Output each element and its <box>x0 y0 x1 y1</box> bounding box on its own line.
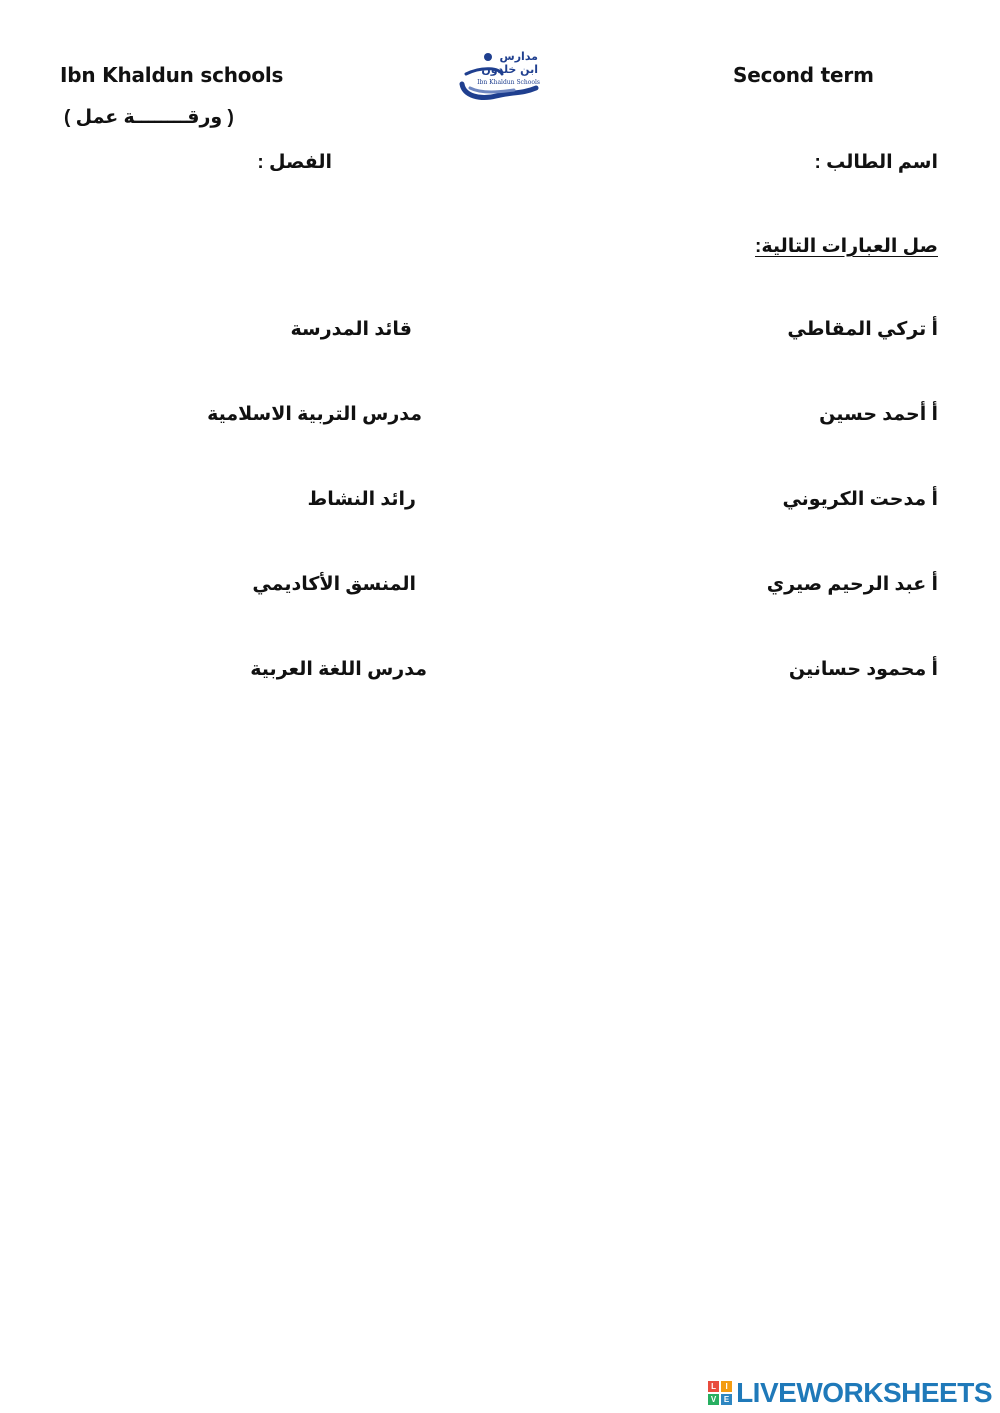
term-label: Second term <box>733 63 874 87</box>
worksheet-label: ( ورقــــــــة عمل ) <box>64 107 234 128</box>
teacher-name[interactable]: أ أحمد حسين <box>819 404 938 425</box>
svg-text:Ibn Khaldun Schools: Ibn Khaldun Schools <box>477 79 540 86</box>
teacher-name[interactable]: أ مدحت الكريوني <box>782 489 938 510</box>
liveworksheets-brand[interactable] <box>708 1376 992 1410</box>
liveworksheets-wordmark: LIVEWORKSHEETS <box>736 1377 992 1408</box>
svg-text:ابن خلدون: ابن خلدون <box>481 63 538 76</box>
school-logo <box>452 44 544 106</box>
matching-row <box>0 488 1000 518</box>
liveworksheets-logo-icon: L I V E <box>708 1381 732 1405</box>
teacher-role[interactable]: المنسق الأكاديمي <box>252 574 416 595</box>
school-name-en: Ibn Khaldun schools <box>60 63 284 87</box>
matching-row <box>0 318 1000 348</box>
matching-row <box>0 573 1000 603</box>
teacher-role[interactable]: مدرس اللغة العربية <box>250 659 427 680</box>
instruction-heading: صل العبارات التالية: <box>755 236 938 257</box>
teacher-name[interactable]: أ محمود حسانين <box>788 659 938 680</box>
teacher-role[interactable]: مدرس التربية الاسلامية <box>207 404 422 425</box>
student-name-field: اسم الطالب : <box>814 152 938 173</box>
svg-text:مدارس: مدارس <box>499 50 538 63</box>
teacher-name[interactable]: أ عبد الرحيم صيري <box>766 574 938 595</box>
class-field: الفصل : <box>257 152 332 173</box>
matching-row <box>0 403 1000 433</box>
teacher-role[interactable]: رائد النشاط <box>307 489 416 510</box>
matching-row <box>0 658 1000 688</box>
teacher-role[interactable]: قائد المدرسة <box>290 319 412 340</box>
teacher-name[interactable]: أ تركي المقاطي <box>787 319 938 340</box>
